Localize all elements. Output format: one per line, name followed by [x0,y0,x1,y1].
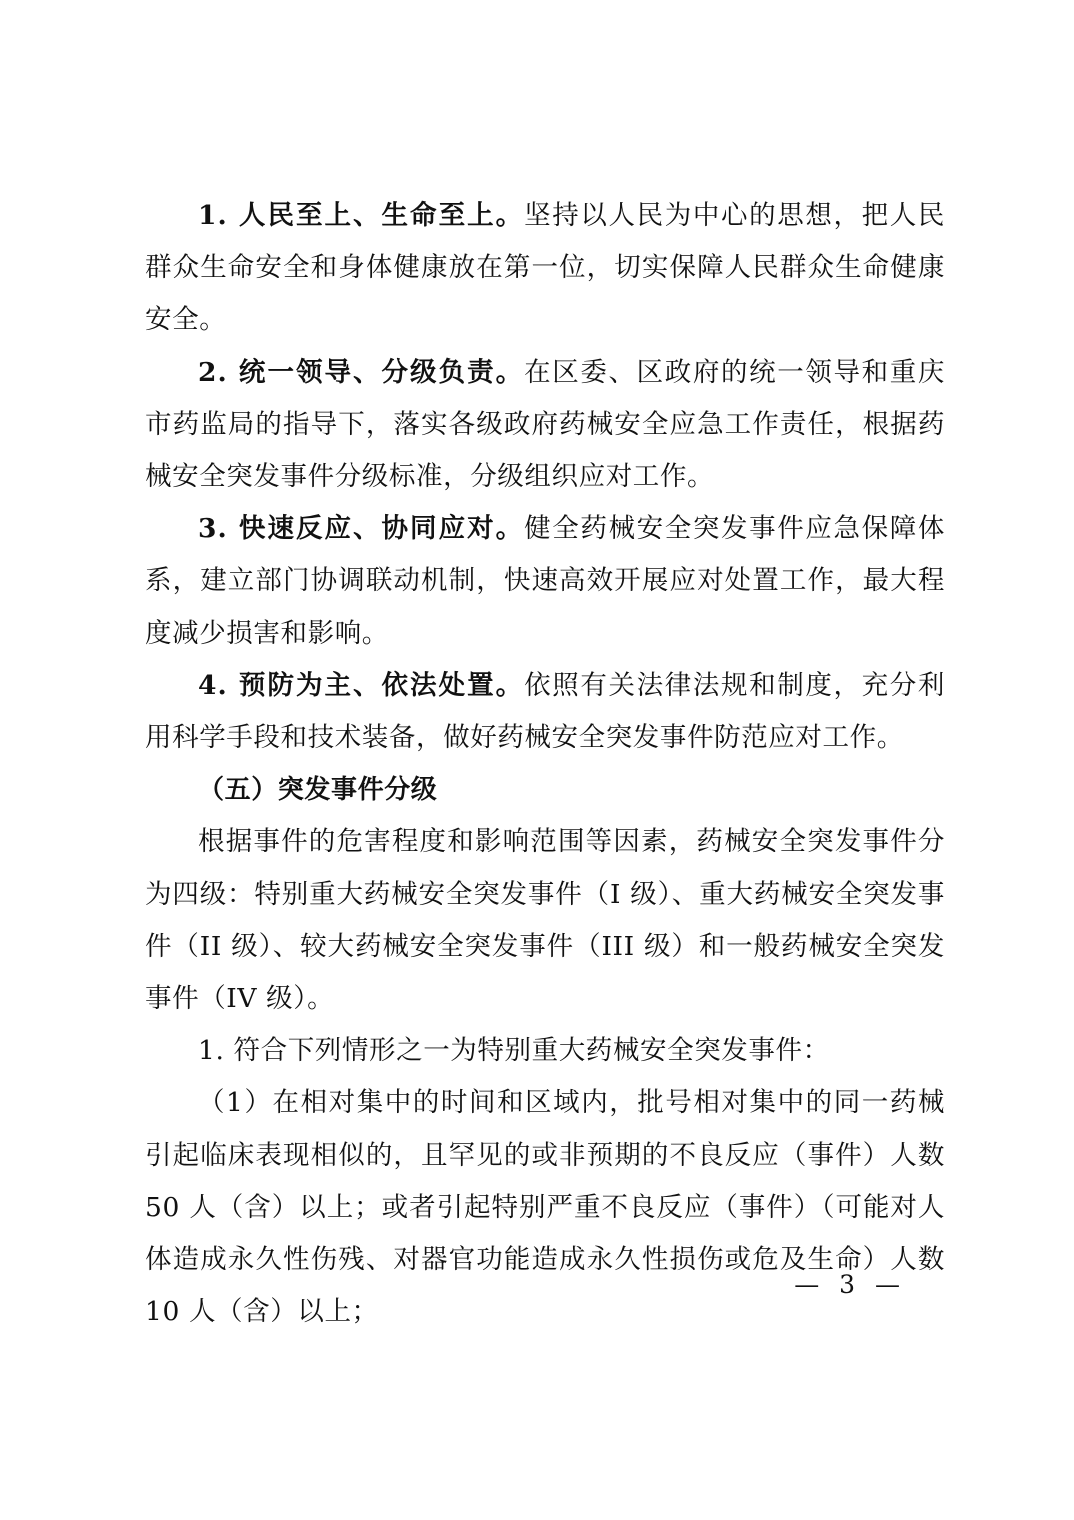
principle-1-title: 1. 人民至上、生命至上。 [198,200,525,231]
paragraph-principle-2 [145,347,945,504]
principle-2-title: 2. 统一领导、分级负责。 [198,356,525,388]
paragraph-level-1-item-1: （1）在相对集中的时间和区域内，批号相对集中的同一药械引起临床表现相似的，且罕见的或非预期的不良反应（事件）人数 50 人（含）以上；或者引起特别严重不良反应（事件）（可能对人体造成永久性伤残、对器官功能造成永久性损伤或危及生命）人数 10 人（含）以上； [145,1087,945,1328]
document-body [145,190,945,1338]
principle-4-text: 依照有关法律法规和制度，充分利用科学手段和技术装备，做好药械安全突发事件防范应对工作。 [145,669,946,754]
paragraph-level-1-heading: 1. 符合下列情形之一为特别重大药械安全突发事件： [198,1035,830,1067]
principle-1-text: 坚持以人民为中心的思想，把人民群众生命安全和身体健康放在第一位，切实保障人民群众生命健康安全。 [145,200,946,336]
paragraph-principle-1 [145,190,945,347]
paragraph-grading-intro: 根据事件的危害程度和影响范围等因素，药械安全突发事件分为四级：特别重大药械安全突发事件（I 级）、重大药械安全突发事件（II 级）、较大药械安全突发事件（III 级）和一般药械安全突发事件（IV 级）。 [145,826,945,1015]
principle-3-title: 3. 快速反应、协同应对。 [198,513,525,545]
paragraph-principle-3 [145,503,945,660]
principle-3-text: 健全药械安全突发事件应急保障体系，建立部门协调联动机制，快速高效开展应对处置工作，最大程度减少损害和影响。 [145,513,946,649]
page-number: — 3 — [794,1270,906,1299]
principle-4-title: 4. 预防为主、依法处置。 [198,669,525,701]
section-5-title: （五）突发事件分级 [198,775,438,806]
section-heading-grading [145,764,945,816]
principle-2-text: 在区委、区政府的统一领导和重庆市药监局的指导下，落实各级政府药械安全应急工作责任，根据药械安全突发事件分级标准，分级组织应对工作。 [145,356,946,493]
paragraph-principle-4 [145,660,945,764]
